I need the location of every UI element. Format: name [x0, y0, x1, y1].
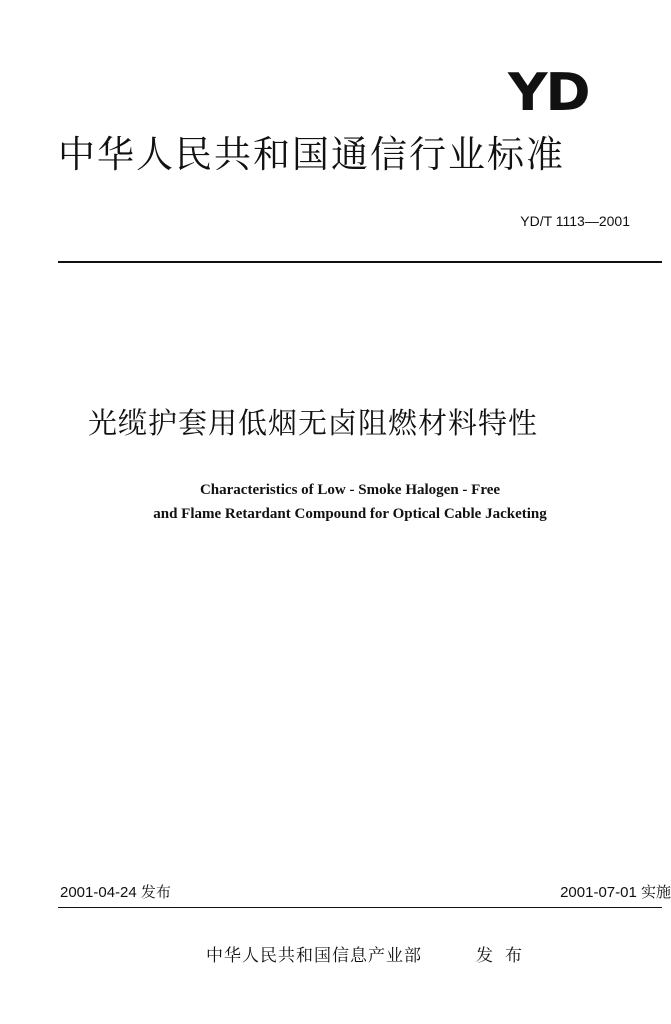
bottom-divider: [58, 907, 662, 908]
yd-logo: YD: [508, 63, 589, 123]
document-title-english-line1: Characteristics of Low - Smoke Halogen - Free: [199, 482, 501, 498]
issuer-action: 发布: [476, 946, 534, 966]
issuing-authority: 中华人民共和国信息产业部: [206, 946, 422, 966]
document-title-english-line2: and Flame Retardant Compound for Optical Cable Jacketing: [153, 506, 547, 522]
standard-category-heading: 中华人民共和国通信行业标准: [58, 133, 565, 176]
issue-date: 2001-04-24 发布: [60, 884, 171, 901]
standard-number: YD/T 1113—2001: [520, 213, 630, 229]
document-title-english: [60, 478, 640, 526]
document-title-chinese: 光缆护套用低烟无卤阻燃材料特性: [88, 406, 539, 440]
top-divider: [58, 261, 662, 263]
implementation-date: 2001-07-01 实施: [560, 884, 671, 901]
